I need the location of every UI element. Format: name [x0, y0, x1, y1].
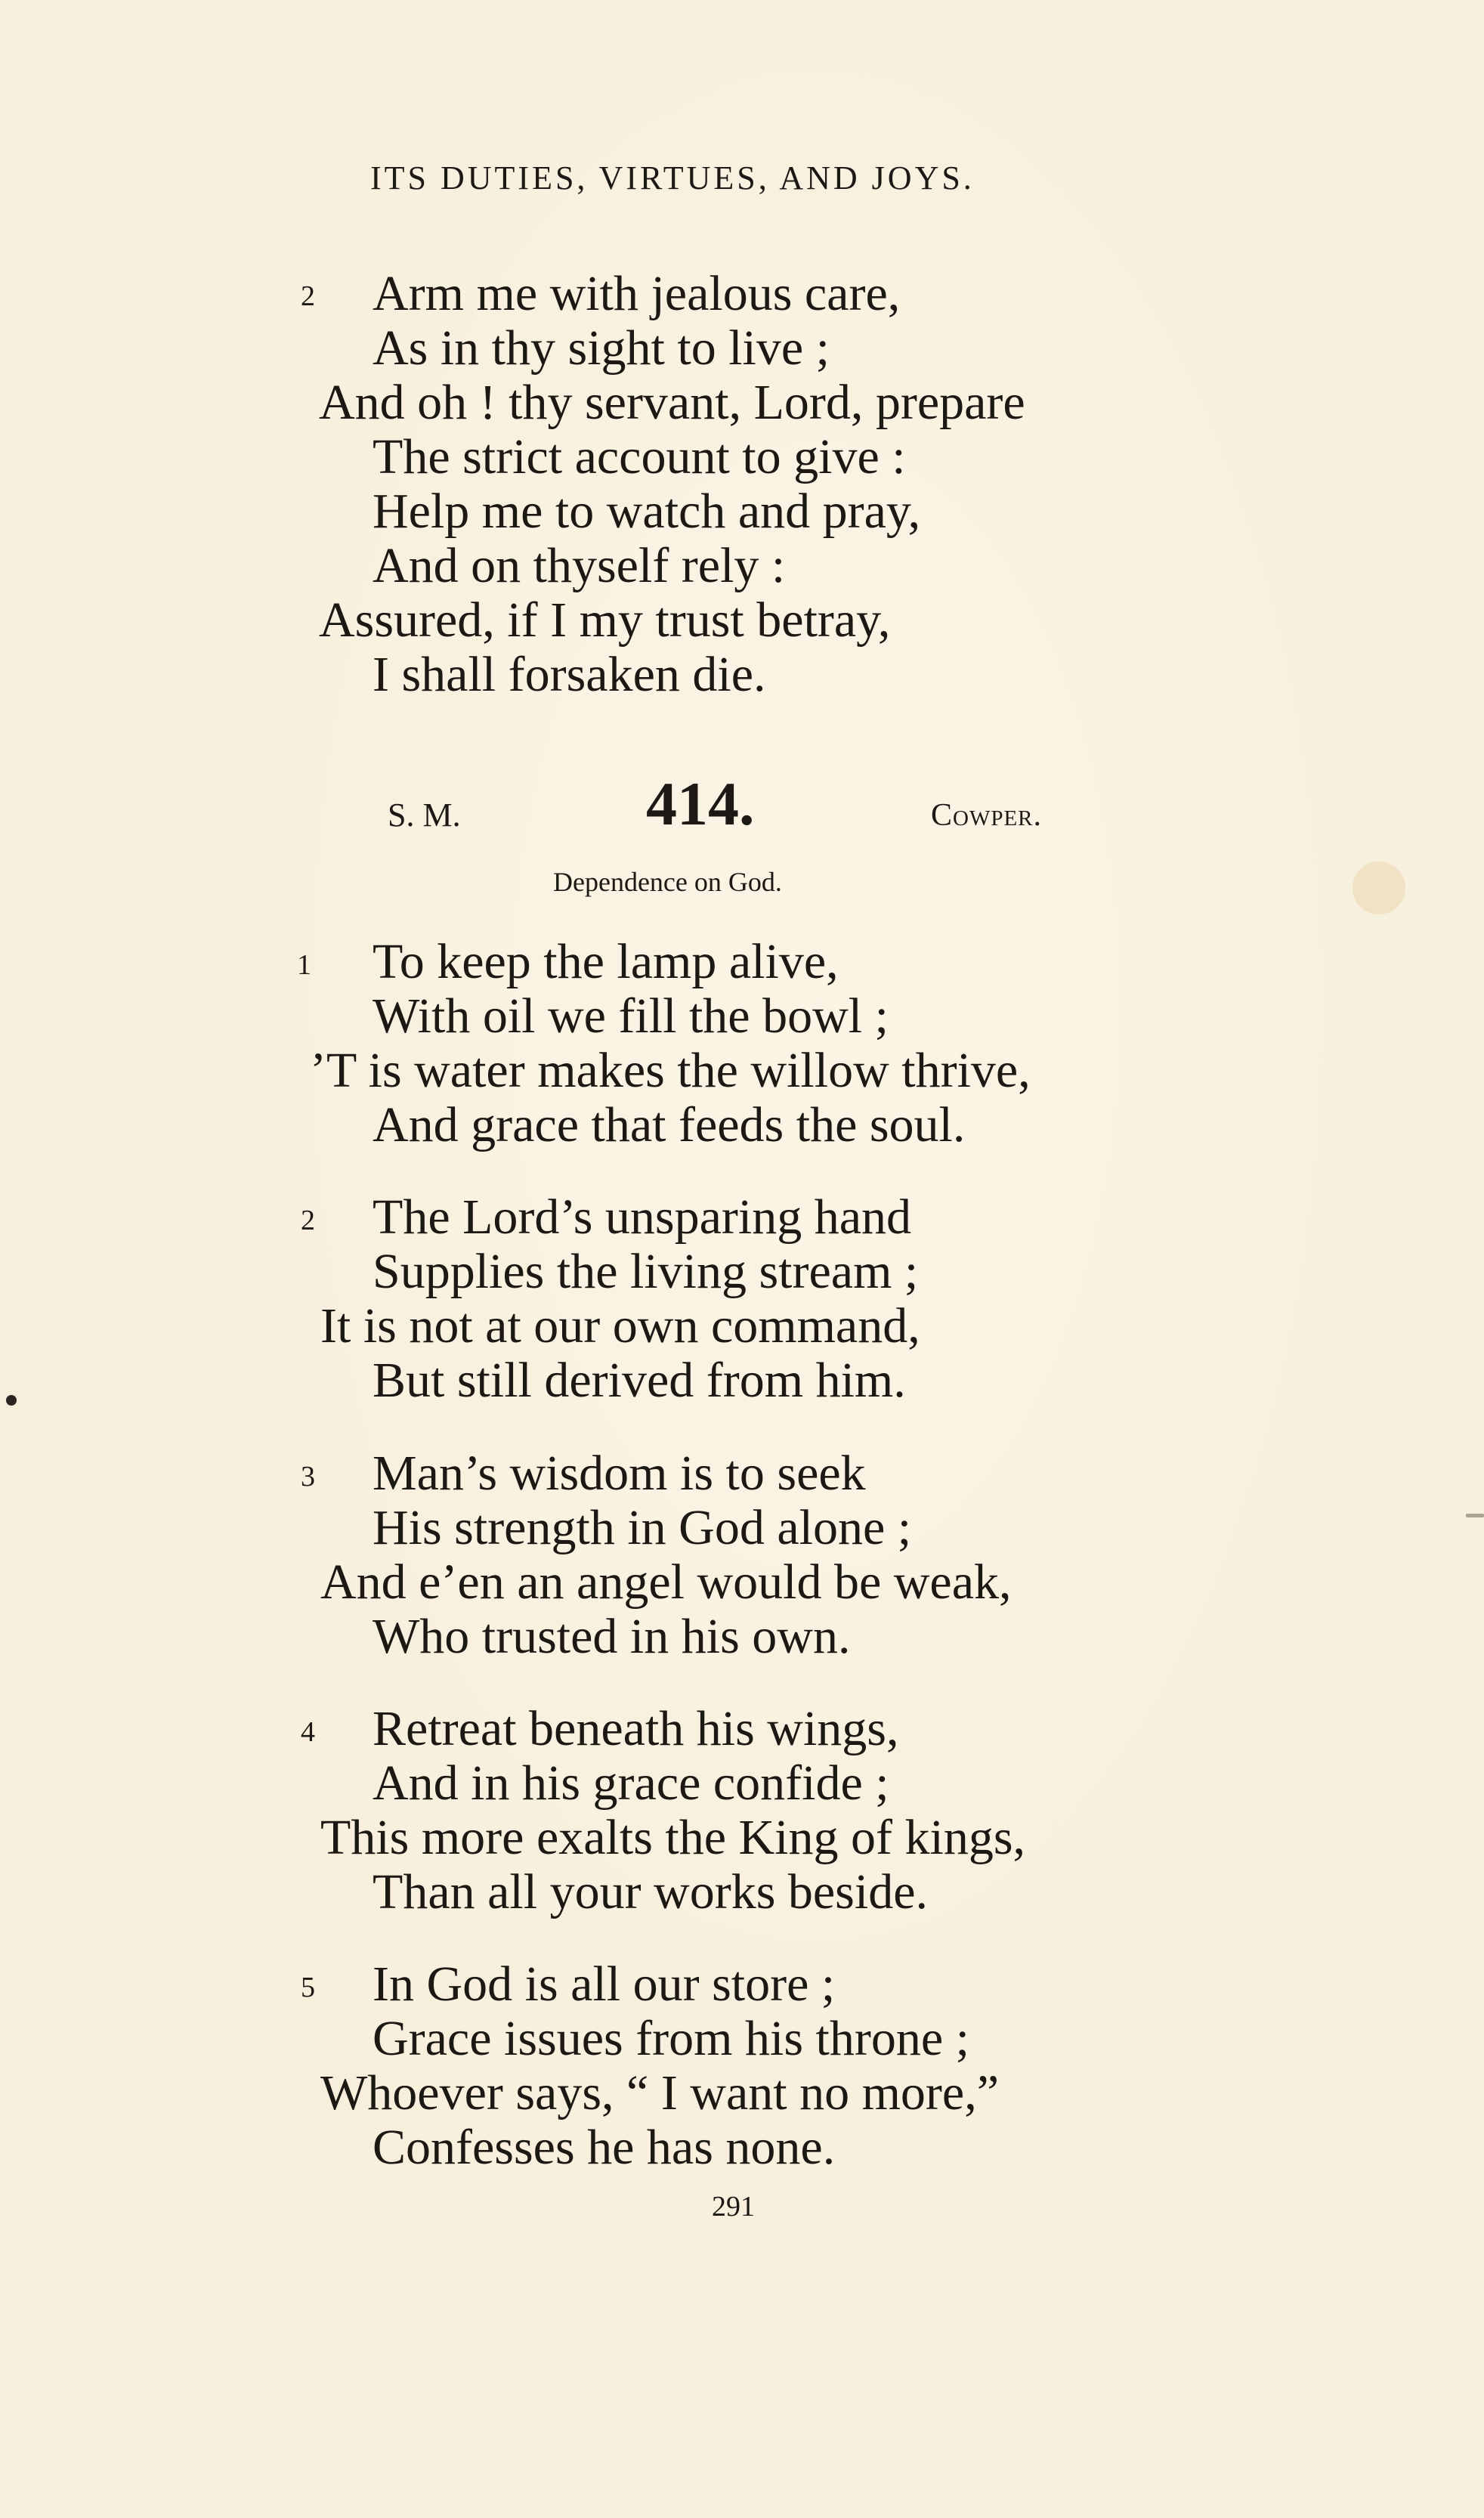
- verse-line: Supplies the living stream ;: [373, 1244, 919, 1299]
- page-number: 291: [712, 2191, 755, 2223]
- verse-line: Than all your works beside.: [373, 1864, 928, 1919]
- verse-line: This more exalts the King of kings,: [320, 1810, 1026, 1865]
- verse-line: With oil we fill the bowl ;: [373, 988, 889, 1044]
- verse-line: And e’en an angel would be weak,: [320, 1554, 1012, 1610]
- verse-line: And in his grace confide ;: [373, 1755, 889, 1811]
- verse-line: The strict account to give :: [373, 429, 906, 484]
- verse-line: And on thyself rely :: [373, 538, 786, 593]
- verse-line: I shall forsaken die.: [373, 647, 766, 702]
- verse-line: Retreat beneath his wings,: [373, 1701, 899, 1756]
- hymn-subject: Dependence on God.: [553, 867, 782, 897]
- stanza-number: 1: [297, 949, 311, 981]
- hymn-number: 414.: [646, 769, 755, 838]
- verse-line: Assured, if I my trust betray,: [319, 592, 891, 648]
- verse-line: Confesses he has none.: [373, 2120, 836, 2175]
- verse-line: And oh ! thy servant, Lord, prepare: [319, 375, 1025, 430]
- verse-line: But still derived from him.: [373, 1353, 906, 1408]
- verse-line: Man’s wisdom is to seek: [373, 1446, 866, 1501]
- stanza-number: 2: [301, 1205, 315, 1236]
- ink-dot: [6, 1395, 17, 1406]
- verse-line: Grace issues from his throne ;: [373, 2011, 969, 2066]
- hymn-meter: S. M.: [388, 797, 461, 834]
- verse-line: In God is all our store ;: [373, 1957, 836, 2012]
- stanza-number: 4: [301, 1716, 315, 1748]
- verse-line: The Lord’s unsparing hand: [373, 1189, 912, 1245]
- verse-line: It is not at our own command,: [320, 1298, 920, 1353]
- verse-line: His strength in God alone ;: [373, 1500, 912, 1555]
- verse-line: As in thy sight to live ;: [373, 320, 830, 376]
- stanza-number: 2: [301, 280, 315, 312]
- verse-line: ’T is water makes the willow thrive,: [310, 1043, 1031, 1098]
- verse-line: Who trusted in his own.: [373, 1609, 851, 1664]
- verse-line: Whoever says, “ I want no more,”: [320, 2065, 999, 2121]
- verse-line: To keep the lamp alive,: [373, 934, 839, 989]
- paper-mark: [1466, 1514, 1484, 1517]
- verse-line: And grace that feeds the soul.: [373, 1097, 966, 1152]
- hymn-author: Cowper.: [931, 798, 1043, 833]
- stanza-number: 3: [301, 1461, 315, 1493]
- stanza-number: 5: [301, 1972, 315, 2003]
- paper-stain: [1353, 862, 1405, 914]
- verse-line: Arm me with jealous care,: [373, 266, 901, 321]
- verse-line: Help me to watch and pray,: [373, 484, 921, 539]
- running-head: ITS DUTIES, VIRTUES, AND JOYS.: [370, 159, 975, 196]
